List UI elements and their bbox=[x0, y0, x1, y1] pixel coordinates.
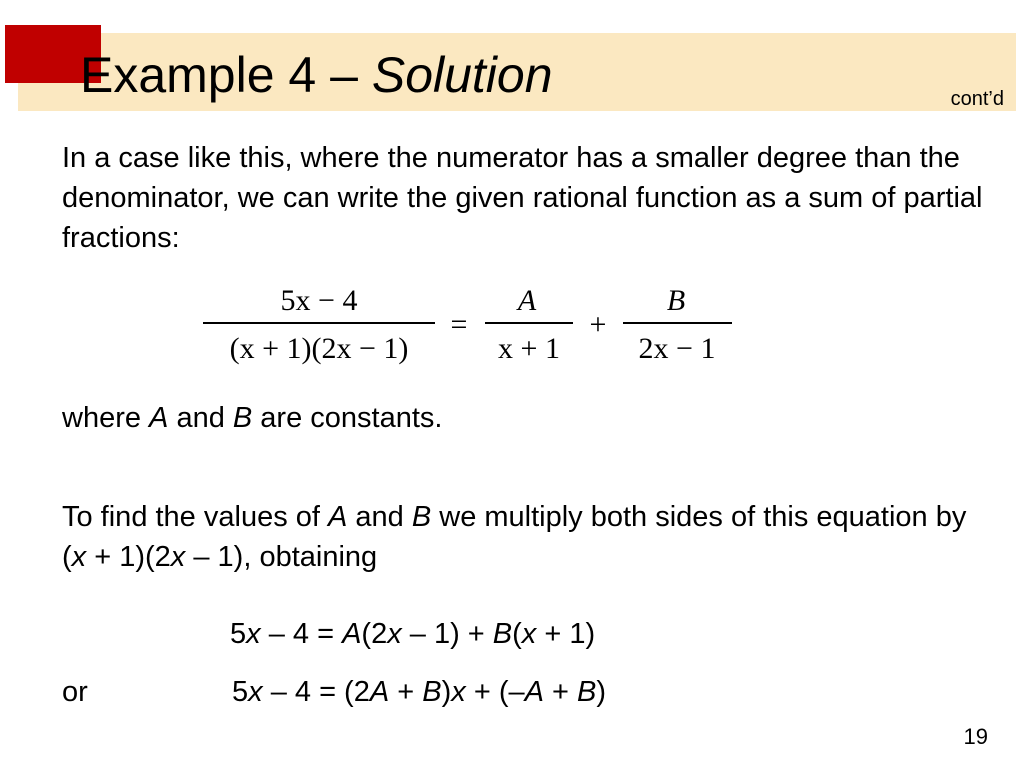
or-label: or bbox=[62, 676, 88, 708]
eq-segment: ) bbox=[596, 676, 607, 708]
variable-x: x bbox=[451, 676, 466, 708]
variable-a: A bbox=[524, 676, 544, 708]
eq-segment: – 4 = (2 bbox=[262, 676, 370, 708]
variable-a: A bbox=[369, 676, 390, 708]
continued-label: cont’d bbox=[950, 88, 1004, 110]
title-italic: Solution bbox=[371, 47, 553, 103]
eq-segment: ) bbox=[441, 676, 452, 708]
variable-a: A bbox=[149, 402, 169, 434]
variable-x: x bbox=[248, 676, 263, 708]
slide-title bbox=[80, 45, 553, 105]
variable-x: x bbox=[71, 541, 87, 573]
variable-b: B bbox=[232, 402, 253, 434]
page-number: 19 bbox=[963, 724, 988, 749]
text-segment: and bbox=[168, 402, 233, 434]
paragraph-constants bbox=[62, 398, 992, 438]
text-segment: + 1)(2 bbox=[86, 541, 171, 573]
variable-x: x bbox=[521, 618, 537, 650]
text-segment: To find the values of bbox=[62, 501, 328, 533]
eq-segment: + bbox=[543, 676, 578, 708]
variable-a: A bbox=[342, 618, 362, 650]
equation-collected bbox=[232, 672, 606, 712]
partial-fraction-equation bbox=[195, 278, 755, 378]
eq-segment: 5 bbox=[232, 676, 249, 708]
eq-segment: ( bbox=[512, 618, 522, 650]
term2-denominator: 2x − 1 bbox=[638, 332, 716, 365]
eq-segment: 5 bbox=[230, 618, 247, 650]
lhs-numerator: 5x − 4 bbox=[280, 284, 358, 317]
lhs-denominator: (x + 1)(2x − 1) bbox=[229, 332, 409, 365]
plus-sign: + bbox=[589, 308, 607, 341]
eq-segment: – 1) + bbox=[401, 618, 493, 650]
term1-denominator: x + 1 bbox=[498, 332, 560, 365]
text-segment: we multiply both sides of this equation by ( bbox=[62, 501, 967, 573]
variable-b: B bbox=[577, 676, 597, 708]
variable-x: x bbox=[170, 541, 186, 573]
equals-sign: = bbox=[450, 308, 468, 341]
text-segment: – 1), obtaining bbox=[185, 541, 378, 573]
term2-numerator: B bbox=[666, 284, 686, 317]
text-segment: where bbox=[62, 402, 150, 434]
paragraph-multiply-both-sides bbox=[62, 497, 992, 577]
eq-segment: – 4 = bbox=[260, 618, 343, 650]
title-main: Example 4 – bbox=[80, 47, 358, 103]
paragraph-partial-fractions: In a case like this, where the numerator has a smaller degree than the denominator, we can write the given rational function as a sum of partial fractions: bbox=[62, 142, 983, 254]
text-segment: are constants. bbox=[252, 402, 443, 434]
variable-b: B bbox=[492, 618, 513, 650]
eq-segment: + bbox=[389, 676, 423, 708]
term1-numerator: A bbox=[517, 284, 537, 317]
variable-b: B bbox=[411, 501, 432, 533]
equation-expanded bbox=[230, 614, 595, 654]
variable-b: B bbox=[422, 676, 442, 708]
text-segment: and bbox=[347, 501, 412, 533]
eq-segment: + (– bbox=[465, 676, 525, 708]
variable-x: x bbox=[246, 618, 261, 650]
variable-x: x bbox=[387, 618, 402, 650]
eq-segment: + 1) bbox=[536, 618, 596, 650]
eq-segment: (2 bbox=[361, 618, 388, 650]
variable-a: A bbox=[328, 501, 348, 533]
